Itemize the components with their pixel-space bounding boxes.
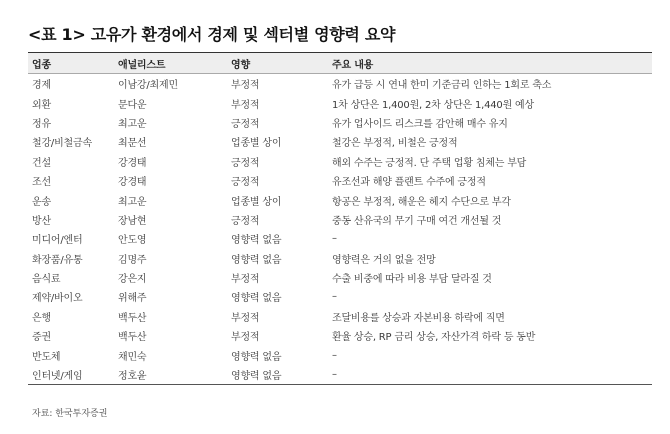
cell-details: – [332, 349, 337, 361]
table-row [28, 171, 652, 190]
table-row [28, 326, 652, 345]
cell-sector: 음식료 [32, 274, 61, 286]
cell-analyst: 백두산 [118, 332, 147, 344]
cell-sector: 반도체 [32, 351, 61, 363]
table-body [28, 74, 652, 385]
cell-sector: 방산 [32, 215, 51, 227]
cell-analyst: 강은지 [118, 274, 147, 286]
cell-impact: 부정적 [231, 274, 260, 286]
cell-analyst: 정호윤 [118, 371, 147, 383]
cell-sector: 철강/비철금속 [32, 138, 92, 150]
table-row [28, 132, 652, 151]
cell-impact: 업종별 상이 [231, 196, 282, 208]
cell-details: 유가 급등 시 연내 한미 기준금리 인하는 1회로 축소 [332, 80, 552, 92]
table-row [28, 74, 652, 94]
table-row [28, 93, 652, 112]
cell-analyst: 강경태 [118, 157, 147, 169]
cell-analyst: 채민숙 [118, 351, 147, 363]
cell-sector: 건설 [32, 157, 51, 169]
cell-sector: 미디어/엔터 [32, 235, 83, 247]
cell-analyst: 위해주 [118, 293, 147, 305]
cell-details: – [332, 369, 337, 381]
cell-sector: 외환 [32, 99, 51, 111]
cell-analyst: 백두산 [118, 312, 147, 324]
cell-analyst: 최고운 [118, 118, 147, 130]
cell-details: 영향력은 거의 없을 전망 [332, 254, 436, 266]
cell-sector: 경제 [32, 80, 51, 92]
cell-details: 수출 비중에 따라 비용 부담 달라질 것 [332, 274, 492, 286]
cell-impact: 영향력 없음 [231, 254, 282, 266]
cell-details: 중동 산유국의 무기 구매 여건 개선될 것 [332, 215, 502, 227]
table-row [28, 113, 652, 132]
table-row [28, 190, 652, 209]
cell-sector: 인터넷/게임 [32, 371, 83, 383]
cell-analyst: 최문선 [118, 138, 147, 150]
cell-impact: 긍정적 [231, 177, 260, 189]
cell-details: 1차 상단은 1,400원, 2차 상단은 1,440원 예상 [332, 99, 534, 111]
cell-details: 항공은 부정적, 해운은 헤지 수단으로 부각 [332, 196, 511, 208]
table-row [28, 210, 652, 229]
cell-impact: 부정적 [231, 312, 260, 324]
header-impact: 영향 [231, 59, 250, 71]
cell-sector: 화장품/유통 [32, 254, 83, 266]
table-row [28, 268, 652, 287]
cell-details: 철강은 부정적, 비철은 긍정적 [332, 138, 458, 150]
cell-impact: 영향력 없음 [231, 293, 282, 305]
cell-impact: 영향력 없음 [231, 235, 282, 247]
source-note: 자료: 한국투자증권 [32, 409, 108, 419]
table-row [28, 345, 652, 364]
cell-details: 조달비용를 상승과 자본비용 하락에 직면 [332, 312, 505, 324]
table-row [28, 229, 652, 248]
sector-impact-table [28, 52, 652, 385]
cell-analyst: 안도영 [118, 235, 147, 247]
cell-analyst: 최고운 [118, 196, 147, 208]
cell-impact: 업종별 상이 [231, 138, 282, 150]
cell-analyst: 장남현 [118, 215, 147, 227]
table-row [28, 152, 652, 171]
cell-sector: 정유 [32, 118, 51, 130]
cell-impact: 영향력 없음 [231, 371, 282, 383]
cell-sector: 제약/바이오 [32, 293, 83, 305]
cell-details: 유가 업사이드 리스크를 감안해 매수 유지 [332, 118, 508, 130]
cell-impact: 부정적 [231, 332, 260, 344]
cell-impact: 영향력 없음 [231, 351, 282, 363]
cell-impact: 부정적 [231, 99, 260, 111]
cell-analyst: 김명주 [118, 254, 147, 266]
table-row [28, 307, 652, 326]
cell-analyst: 이남강/최제민 [118, 80, 178, 92]
table-title: <표 1> 고유가 환경에서 경제 및 섹터별 영향력 요약 [28, 25, 396, 44]
cell-analyst: 문다운 [118, 99, 147, 111]
cell-details: – [332, 233, 337, 245]
cell-sector: 은행 [32, 312, 51, 324]
cell-details: 유조선과 해양 플랜트 수주에 긍정적 [332, 177, 486, 189]
table-header-row [28, 53, 652, 74]
cell-sector: 운송 [32, 196, 51, 208]
cell-impact: 긍정적 [231, 215, 260, 227]
table-row [28, 249, 652, 268]
cell-sector: 조선 [32, 177, 51, 189]
cell-sector: 증권 [32, 332, 51, 344]
cell-details: – [332, 291, 337, 303]
cell-impact: 긍정적 [231, 157, 260, 169]
header-analyst: 애널리스트 [118, 59, 166, 71]
header-details: 주요 내용 [332, 59, 374, 71]
cell-details: 환율 상승, RP 금리 상승, 자산가격 하락 등 동반 [332, 332, 536, 344]
table-row [28, 365, 652, 385]
cell-impact: 부정적 [231, 80, 260, 92]
header-sector: 업종 [32, 59, 51, 71]
cell-details: 해외 수주는 긍정적. 단 주택 업황 침체는 부담 [332, 157, 527, 169]
table-row [28, 287, 652, 306]
cell-impact: 긍정적 [231, 118, 260, 130]
cell-analyst: 강경태 [118, 177, 147, 189]
